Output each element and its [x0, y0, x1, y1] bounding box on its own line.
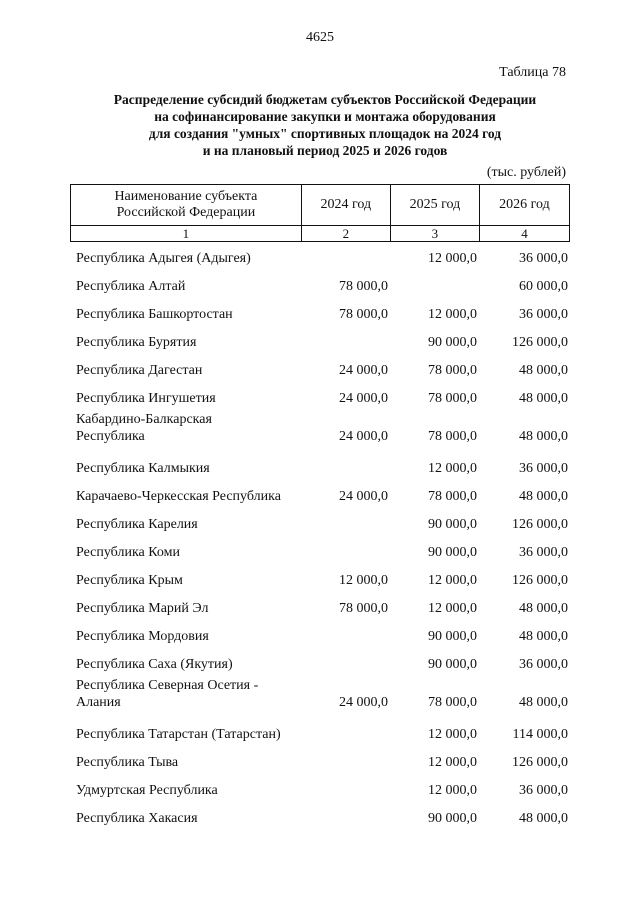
region-name	[70, 278, 302, 295]
column-number: 4	[479, 226, 569, 242]
header-2025: 2025 год	[390, 185, 479, 226]
value-2025: 12 000,0	[428, 307, 477, 322]
region-name-line: Республика Мордовия	[76, 629, 209, 644]
table-row	[70, 480, 570, 508]
column-number: 3	[390, 226, 479, 242]
header-region-name	[71, 185, 302, 226]
value-2026: 36 000,0	[519, 307, 568, 322]
value-2026: 126 000,0	[512, 755, 568, 770]
value-2024: 78 000,0	[339, 279, 388, 294]
header-2024: 2024 год	[301, 185, 390, 226]
value-2025: 78 000,0	[428, 363, 477, 378]
region-name-line: Республика Дагестан	[76, 363, 203, 378]
value-2026: 36 000,0	[519, 461, 568, 476]
table-row	[70, 452, 570, 480]
value-2025: 90 000,0	[428, 629, 477, 644]
header-2026: 2026 год	[479, 185, 569, 226]
value-2025: 78 000,0	[428, 489, 477, 504]
table-row	[70, 648, 570, 676]
table-label: Таблица 78	[499, 65, 566, 80]
region-name-line: Республика Ингушетия	[76, 391, 216, 406]
region-name	[70, 726, 302, 743]
region-name-line: Республика Коми	[76, 545, 180, 560]
region-name-line: Республика Северная Осетия -	[76, 678, 259, 693]
title-line: на софинансирование закупки и монтажа оборудования	[154, 109, 496, 124]
value-2024: 24 000,0	[339, 391, 388, 406]
value-2026: 60 000,0	[519, 279, 568, 294]
value-2025: 78 000,0	[428, 429, 477, 444]
value-2024: 24 000,0	[339, 489, 388, 504]
region-name	[70, 754, 302, 771]
value-2025: 12 000,0	[428, 251, 477, 266]
table-row	[70, 536, 570, 564]
region-name-line: Кабардино-Балкарская	[76, 412, 212, 427]
value-2026: 48 000,0	[519, 811, 568, 826]
column-number: 2	[301, 226, 390, 242]
table-row	[70, 718, 570, 746]
region-name	[70, 306, 302, 323]
region-name	[70, 411, 302, 445]
region-name-line: Алания	[76, 695, 121, 710]
table-row	[70, 242, 570, 270]
region-name-line: Республика Башкортостан	[76, 307, 233, 322]
units-label: (тыс. рублей)	[486, 165, 566, 180]
value-2026: 36 000,0	[519, 657, 568, 672]
value-2026: 48 000,0	[519, 489, 568, 504]
table-row	[70, 382, 570, 410]
header-name-line1: Наименование субъекта	[114, 189, 258, 204]
table-title	[60, 91, 590, 159]
value-2025: 12 000,0	[428, 727, 477, 742]
region-name-line: Республика Татарстан (Татарстан)	[76, 727, 281, 742]
value-2026: 126 000,0	[512, 335, 568, 350]
region-name	[70, 390, 302, 407]
value-2024: 78 000,0	[339, 601, 388, 616]
value-2026: 126 000,0	[512, 573, 568, 588]
region-name	[70, 362, 302, 379]
value-2026: 36 000,0	[519, 251, 568, 266]
column-number: 1	[71, 226, 302, 242]
table-row	[70, 298, 570, 326]
value-2024: 24 000,0	[339, 363, 388, 378]
table-header	[70, 184, 570, 242]
table-row	[70, 508, 570, 536]
region-name-line: Республика Тыва	[76, 755, 179, 770]
value-2026: 48 000,0	[519, 629, 568, 644]
value-2025: 12 000,0	[428, 755, 477, 770]
region-name	[70, 488, 302, 505]
region-name-line: Республика Адыгея (Адыгея)	[76, 251, 251, 266]
region-name-line: Республика Марий Эл	[76, 601, 209, 616]
value-2025: 12 000,0	[428, 461, 477, 476]
table-row	[70, 326, 570, 354]
region-name-line: Республика Крым	[76, 573, 183, 588]
value-2026: 48 000,0	[519, 363, 568, 378]
value-2024: 24 000,0	[339, 695, 388, 710]
value-2025: 90 000,0	[428, 657, 477, 672]
region-name	[70, 544, 302, 561]
header-name-line2: Российской Федерации	[116, 205, 256, 220]
value-2026: 126 000,0	[512, 517, 568, 532]
value-2025: 78 000,0	[428, 695, 477, 710]
value-2026: 36 000,0	[519, 783, 568, 798]
table-row	[70, 746, 570, 774]
value-2025: 90 000,0	[428, 517, 477, 532]
value-2025: 12 000,0	[428, 573, 477, 588]
region-name	[70, 250, 302, 267]
title-line: для создания "умных" спортивных площадок на 2024 год	[148, 126, 502, 141]
region-name-line: Республика Калмыкия	[76, 461, 210, 476]
table-row	[70, 564, 570, 592]
region-name	[70, 516, 302, 533]
region-name	[70, 460, 302, 477]
region-name	[70, 656, 302, 673]
table-row	[70, 270, 570, 298]
region-name-line: Республика Саха (Якутия)	[76, 657, 233, 672]
value-2025: 12 000,0	[428, 783, 477, 798]
region-name-line: Республика Бурятия	[76, 335, 197, 350]
title-line: и на плановый период 2025 и 2026 годов	[202, 143, 448, 158]
table-row	[70, 592, 570, 620]
region-name	[70, 628, 302, 645]
region-name	[70, 600, 302, 617]
value-2026: 36 000,0	[519, 545, 568, 560]
table-row	[70, 620, 570, 648]
value-2025: 90 000,0	[428, 811, 477, 826]
value-2026: 48 000,0	[519, 695, 568, 710]
region-name-line: Республика Карелия	[76, 517, 198, 532]
value-2024: 24 000,0	[339, 429, 388, 444]
region-name	[70, 782, 302, 799]
page-number: 4625	[306, 30, 334, 45]
value-2026: 48 000,0	[519, 429, 568, 444]
region-name-line: Республика Алтай	[76, 279, 186, 294]
region-name-line: Карачаево-Черкесская Республика	[76, 489, 281, 504]
value-2025: 90 000,0	[428, 545, 477, 560]
value-2026: 48 000,0	[519, 391, 568, 406]
value-2026: 114 000,0	[512, 727, 568, 742]
value-2025: 90 000,0	[428, 335, 477, 350]
value-2024: 12 000,0	[339, 573, 388, 588]
title-line: Распределение субсидий бюджетам субъектов Российской Федерации	[113, 92, 537, 107]
table-row	[70, 802, 570, 830]
table-body	[70, 242, 570, 830]
region-name	[70, 810, 302, 827]
region-name	[70, 334, 302, 351]
value-2024: 78 000,0	[339, 307, 388, 322]
table-row	[70, 774, 570, 802]
table-row	[70, 410, 570, 452]
table-row	[70, 676, 570, 718]
table-row	[70, 354, 570, 382]
value-2025: 12 000,0	[428, 601, 477, 616]
region-name-line: Республика Хакасия	[76, 811, 198, 826]
region-name	[70, 677, 302, 711]
region-name-line: Удмуртская Республика	[76, 783, 218, 798]
value-2025: 78 000,0	[428, 391, 477, 406]
region-name-line: Республика	[76, 429, 145, 444]
value-2026: 48 000,0	[519, 601, 568, 616]
region-name	[70, 572, 302, 589]
